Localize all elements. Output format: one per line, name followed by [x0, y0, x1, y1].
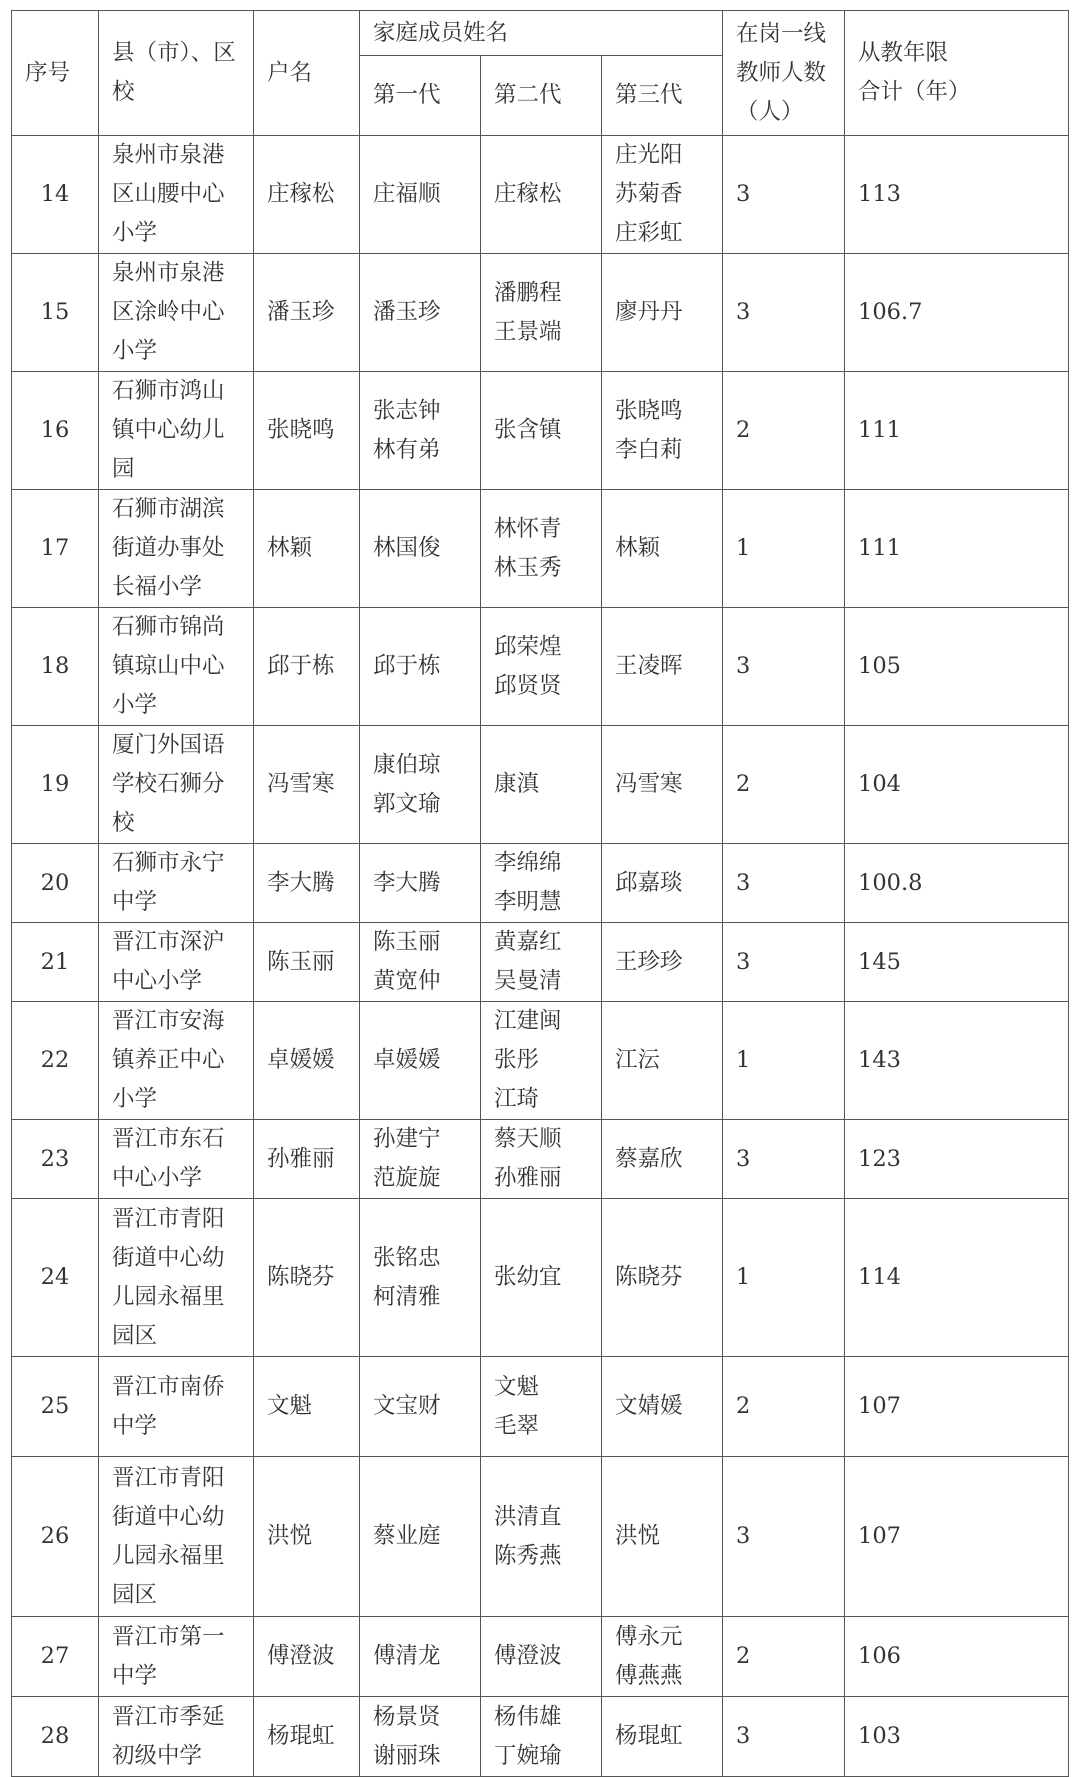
cell-teacher-count: 2	[723, 1357, 845, 1457]
cell-teacher-count: 3	[723, 136, 845, 254]
cell-school: 泉州市泉港 区山腰中心 小学	[99, 136, 254, 254]
cell-gen1: 李大腾	[360, 844, 481, 923]
header-gen2: 第二代	[481, 56, 602, 136]
cell-school: 厦门外国语 学校石狮分 校	[99, 726, 254, 844]
cell-household: 庄稼松	[254, 136, 360, 254]
cell-gen2: 邱荣煌 邱贤贤	[481, 608, 602, 726]
cell-teaching-years: 111	[845, 490, 1069, 608]
cell-gen3: 文婧媛	[602, 1357, 723, 1457]
cell-school: 石狮市湖滨 街道办事处 长福小学	[99, 490, 254, 608]
cell-household: 冯雪寒	[254, 726, 360, 844]
cell-school: 晋江市第一 中学	[99, 1617, 254, 1697]
cell-gen1: 邱于栋	[360, 608, 481, 726]
cell-teacher-count: 3	[723, 923, 845, 1002]
cell-gen2: 潘鹏程 王景端	[481, 254, 602, 372]
cell-seq: 22	[12, 1002, 99, 1120]
cell-gen3: 陈晓芬	[602, 1199, 723, 1357]
cell-household: 潘玉珍	[254, 254, 360, 372]
cell-household: 傅澄波	[254, 1617, 360, 1697]
cell-school: 晋江市东石 中心小学	[99, 1120, 254, 1199]
cell-school: 泉州市泉港 区涂岭中心 小学	[99, 254, 254, 372]
cell-gen3: 王珍珍	[602, 923, 723, 1002]
cell-school: 石狮市锦尚 镇琼山中心 小学	[99, 608, 254, 726]
table-row	[12, 490, 1069, 608]
cell-seq: 17	[12, 490, 99, 608]
cell-gen2: 林怀青 林玉秀	[481, 490, 602, 608]
table-row	[12, 844, 1069, 923]
cell-teacher-count: 3	[723, 1120, 845, 1199]
table-row	[12, 608, 1069, 726]
cell-gen3: 傅永元 傅燕燕	[602, 1617, 723, 1697]
cell-teacher-count: 3	[723, 1457, 845, 1617]
cell-gen3: 廖丹丹	[602, 254, 723, 372]
cell-teacher-count: 3	[723, 1697, 845, 1777]
cell-teaching-years: 114	[845, 1199, 1069, 1357]
cell-school: 晋江市季延 初级中学	[99, 1697, 254, 1777]
header-gen1: 第一代	[360, 56, 481, 136]
cell-household: 陈晓芬	[254, 1199, 360, 1357]
cell-household: 杨琨虹	[254, 1697, 360, 1777]
table-row	[12, 1199, 1069, 1357]
cell-gen1: 卓媛媛	[360, 1002, 481, 1120]
cell-school: 晋江市青阳 街道中心幼 儿园永福里 园区	[99, 1457, 254, 1617]
cell-school: 石狮市鸿山 镇中心幼儿 园	[99, 372, 254, 490]
cell-household: 邱于栋	[254, 608, 360, 726]
cell-teacher-count: 3	[723, 608, 845, 726]
cell-gen3: 庄光阳 苏菊香 庄彩虹	[602, 136, 723, 254]
cell-teacher-count: 1	[723, 1199, 845, 1357]
cell-gen2: 江建闽 张彤 江琦	[481, 1002, 602, 1120]
table-body	[12, 136, 1069, 1777]
cell-seq: 27	[12, 1617, 99, 1697]
cell-gen3: 冯雪寒	[602, 726, 723, 844]
cell-seq: 24	[12, 1199, 99, 1357]
cell-teacher-count: 2	[723, 726, 845, 844]
cell-gen2: 李绵绵 李明慧	[481, 844, 602, 923]
table-row	[12, 923, 1069, 1002]
header-teacher-count: 在岗一线 教师人数 （人）	[723, 11, 845, 136]
cell-seq: 23	[12, 1120, 99, 1199]
cell-gen3: 邱嘉琰	[602, 844, 723, 923]
cell-teaching-years: 106.7	[845, 254, 1069, 372]
cell-school: 石狮市永宁 中学	[99, 844, 254, 923]
cell-household: 洪悦	[254, 1457, 360, 1617]
teacher-family-table	[11, 10, 1069, 1777]
table-row	[12, 136, 1069, 254]
header-seq: 序号	[12, 11, 99, 136]
cell-gen1: 潘玉珍	[360, 254, 481, 372]
header-gen3: 第三代	[602, 56, 723, 136]
cell-teacher-count: 2	[723, 372, 845, 490]
cell-seq: 20	[12, 844, 99, 923]
cell-teaching-years: 104	[845, 726, 1069, 844]
header-household: 户名	[254, 11, 360, 136]
cell-teaching-years: 105	[845, 608, 1069, 726]
table-row	[12, 1002, 1069, 1120]
cell-teaching-years: 107	[845, 1457, 1069, 1617]
cell-teaching-years: 145	[845, 923, 1069, 1002]
cell-teaching-years: 143	[845, 1002, 1069, 1120]
cell-teaching-years: 103	[845, 1697, 1069, 1777]
cell-gen1: 林国俊	[360, 490, 481, 608]
cell-teaching-years: 107	[845, 1357, 1069, 1457]
table-row	[12, 1697, 1069, 1777]
cell-gen1: 康伯琼 郭文瑜	[360, 726, 481, 844]
cell-seq: 21	[12, 923, 99, 1002]
cell-teacher-count: 3	[723, 844, 845, 923]
cell-gen2: 张含镇	[481, 372, 602, 490]
cell-gen2: 蔡天顺 孙雅丽	[481, 1120, 602, 1199]
cell-teaching-years: 113	[845, 136, 1069, 254]
table-header	[12, 11, 1069, 136]
cell-school: 晋江市青阳 街道中心幼 儿园永福里 园区	[99, 1199, 254, 1357]
cell-gen3: 杨琨虹	[602, 1697, 723, 1777]
cell-gen2: 杨伟雄 丁婉瑜	[481, 1697, 602, 1777]
cell-gen2: 黄嘉红 吴曼清	[481, 923, 602, 1002]
cell-gen3: 张晓鸣 李白莉	[602, 372, 723, 490]
cell-school: 晋江市安海 镇养正中心 小学	[99, 1002, 254, 1120]
cell-teaching-years: 106	[845, 1617, 1069, 1697]
cell-teaching-years: 100.8	[845, 844, 1069, 923]
cell-household: 孙雅丽	[254, 1120, 360, 1199]
cell-household: 卓媛媛	[254, 1002, 360, 1120]
cell-gen1: 庄福顺	[360, 136, 481, 254]
cell-seq: 28	[12, 1697, 99, 1777]
table-row	[12, 372, 1069, 490]
cell-seq: 14	[12, 136, 99, 254]
cell-gen1: 张铭忠 柯清雅	[360, 1199, 481, 1357]
table-row	[12, 254, 1069, 372]
cell-teacher-count: 1	[723, 1002, 845, 1120]
cell-gen3: 林颖	[602, 490, 723, 608]
cell-school: 晋江市南侨 中学	[99, 1357, 254, 1457]
cell-gen2: 庄稼松	[481, 136, 602, 254]
cell-gen1: 傅清龙	[360, 1617, 481, 1697]
cell-teacher-count: 3	[723, 254, 845, 372]
cell-gen1: 文宝财	[360, 1357, 481, 1457]
cell-gen2: 洪清直 陈秀燕	[481, 1457, 602, 1617]
cell-gen3: 洪悦	[602, 1457, 723, 1617]
cell-household: 陈玉丽	[254, 923, 360, 1002]
header-teaching-years: 从教年限 合计（年）	[845, 11, 1069, 136]
cell-gen2: 文魁 毛翠	[481, 1357, 602, 1457]
table-row	[12, 1617, 1069, 1697]
cell-household: 林颖	[254, 490, 360, 608]
cell-school: 晋江市深沪 中心小学	[99, 923, 254, 1002]
cell-gen1: 陈玉丽 黄宽仲	[360, 923, 481, 1002]
cell-teacher-count: 1	[723, 490, 845, 608]
cell-household: 文魁	[254, 1357, 360, 1457]
cell-seq: 15	[12, 254, 99, 372]
cell-household: 李大腾	[254, 844, 360, 923]
cell-gen1: 杨景贤 谢丽珠	[360, 1697, 481, 1777]
cell-gen1: 张志钟 林有弟	[360, 372, 481, 490]
table-row	[12, 1120, 1069, 1199]
cell-seq: 16	[12, 372, 99, 490]
table-row	[12, 1357, 1069, 1457]
cell-gen2: 康滇	[481, 726, 602, 844]
cell-seq: 18	[12, 608, 99, 726]
cell-teaching-years: 123	[845, 1120, 1069, 1199]
cell-seq: 25	[12, 1357, 99, 1457]
cell-gen1: 蔡业庭	[360, 1457, 481, 1617]
cell-gen3: 江沄	[602, 1002, 723, 1120]
header-school: 县（市）、区 校	[99, 11, 254, 136]
cell-gen3: 蔡嘉欣	[602, 1120, 723, 1199]
cell-gen1: 孙建宁 范旋旋	[360, 1120, 481, 1199]
cell-teaching-years: 111	[845, 372, 1069, 490]
table-row	[12, 726, 1069, 844]
cell-gen2: 张幼宜	[481, 1199, 602, 1357]
cell-teacher-count: 2	[723, 1617, 845, 1697]
cell-seq: 19	[12, 726, 99, 844]
cell-gen3: 王凌晖	[602, 608, 723, 726]
cell-gen2: 傅澄波	[481, 1617, 602, 1697]
cell-seq: 26	[12, 1457, 99, 1617]
header-family-members: 家庭成员姓名	[360, 11, 723, 56]
cell-household: 张晓鸣	[254, 372, 360, 490]
table-row	[12, 1457, 1069, 1617]
